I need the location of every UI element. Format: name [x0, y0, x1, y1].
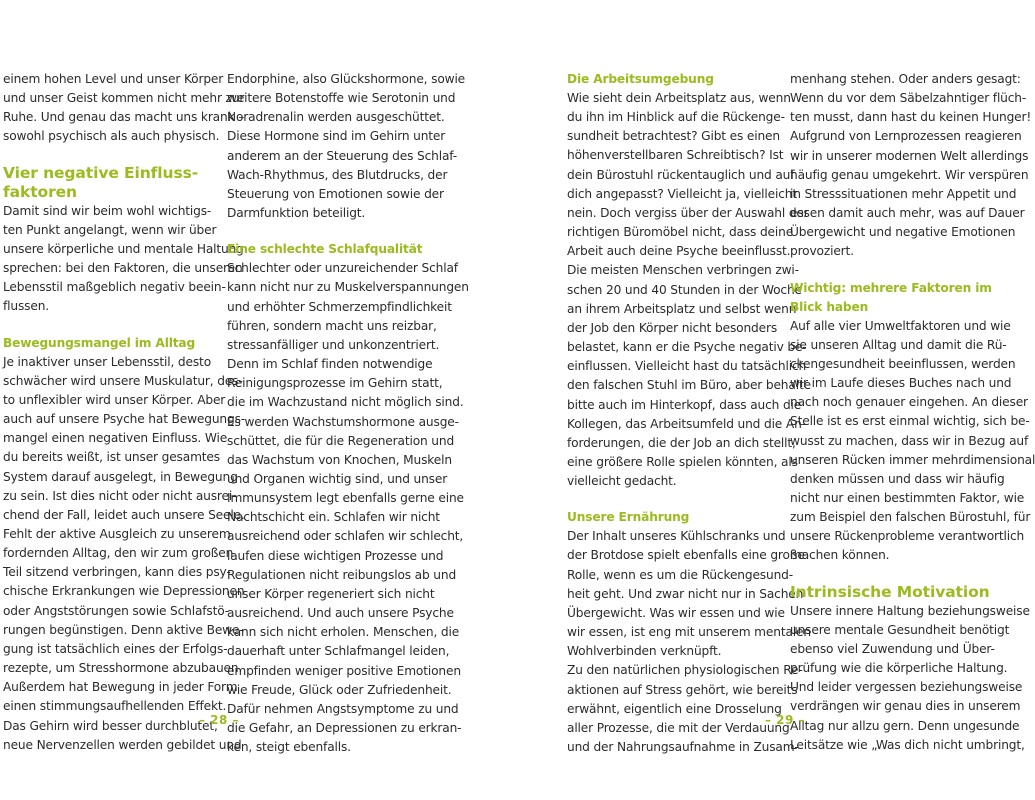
text-line: to unflexibler wird unser Körper. Aber [3, 392, 226, 407]
text-line: Nachtschicht ein. Schlafen wir nicht [227, 510, 440, 525]
text-line: nicht nur einen bestimmten Faktor, wie [790, 490, 1025, 505]
text-line: wir in unserer modernen Welt allerdings [790, 148, 1029, 163]
text-line: stressanfälliger und unkonzentriert. [227, 337, 440, 352]
text-line: Auf alle vier Umweltfaktoren und wie [790, 318, 1011, 333]
text-line: schüttet, die für die Regeneration und [227, 433, 455, 448]
text-line: Darmfunktion beteiligt. [227, 206, 366, 221]
text-line: empfinden weniger positive Emotionen [227, 663, 461, 678]
text-line: ausreichend. Und auch unsere Psyche [227, 606, 454, 621]
text-line: vielleicht gedacht. [567, 474, 677, 489]
text-line: Wie sieht dein Arbeitsplatz aus, wenn [567, 91, 791, 105]
text-line: ckengesundheit beeinflussen, werden [790, 356, 1016, 371]
paragraph [227, 70, 466, 223]
text-line: Damit sind wir beim wohl wichtigs- [3, 203, 212, 218]
text-line: Endorphine, also Glückshormone, sowie [227, 72, 466, 86]
text-line: anderem an der Steuerung des Schlaf- [227, 148, 458, 163]
text-line: essen damit auch mehr, was auf Dauer [790, 206, 1025, 221]
text-line: mangel einen negativen Einfluss. Wie [3, 431, 228, 446]
text-line: Wichtig: mehrere Faktoren im [790, 280, 992, 295]
left-page-column-2 [227, 70, 469, 757]
text-line: unser Körper regeneriert sich nicht [227, 586, 435, 601]
text-line: Unsere innere Haltung beziehungsweise [790, 603, 1030, 618]
text-line: in Stresssituationen mehr Appetit und [790, 186, 1017, 201]
text-line: neue Nervenzellen werden gebildet und [3, 737, 242, 752]
text-line: Wach-Rhythmus, des Blutdrucks, der [227, 167, 448, 182]
text-line: Schlechter oder unzureichender Schlaf [227, 261, 458, 276]
text-line: Zu den natürlichen physiologischen Re- [567, 663, 803, 678]
text-line: Teil sitzend verbringen, kann dies psy- [3, 565, 231, 580]
text-line: unsere körperliche und mentale Haltung [3, 241, 244, 256]
text-line: häufig genau umgekehrt. Wir verspüren [790, 167, 1029, 182]
text-line: zu sein. Ist dies nicht oder nicht ausrei- [3, 488, 237, 503]
text-line: Reinigungsprozesse im Gehirn statt, [227, 376, 443, 391]
text-line: Außerdem hat Bewegung in jeder Form [3, 680, 238, 695]
text-line: Der Inhalt unseres Kühlschranks und [567, 529, 786, 544]
subsection-heading: Die Arbeitsumgebung [567, 72, 714, 86]
paragraph [3, 202, 244, 317]
text-line: Das Gehirn wird besser durchblutet, [3, 718, 218, 733]
paragraph [790, 70, 1032, 262]
text-line: belastet, kann er die Psyche negativ be- [567, 340, 807, 355]
text-line: und erhöhter Schmerzempfindlichkeit [227, 299, 452, 314]
text-line: zum Beispiel den falschen Bürostuhl, für [790, 510, 1031, 525]
paragraph [790, 602, 1030, 755]
text-line: sprechen: bei den Faktoren, die unseren [3, 261, 243, 276]
subsection-heading: Unsere Ernährung [567, 510, 690, 525]
text-line: Diese Hormone sind im Gehirn unter [227, 129, 446, 144]
text-line: Fehlt der aktive Ausgleich zu unserem [3, 526, 231, 541]
text-line: rezepte, um Stresshormone abzubauen. [3, 661, 243, 676]
text-line: prüfung wie die körperliche Haltung. [790, 661, 1008, 676]
text-line: und Organen wichtig sind, und unser [227, 471, 448, 486]
paragraph [3, 70, 245, 147]
text-line: erwähnt, eigentlich eine Drosselung [567, 701, 782, 716]
paragraph [227, 259, 469, 757]
text-line: sowohl psychisch als auch physisch. [3, 129, 220, 144]
text-line: wir essen, ist eng mit unserem mentalen [567, 625, 811, 640]
page-number-right: – 29 – [765, 713, 806, 727]
text-line: machen können. [790, 548, 890, 563]
text-line: die im Wachzustand nicht möglich sind. [227, 395, 464, 410]
text-line: Die meisten Menschen verbringen zwi- [567, 263, 799, 278]
paragraph [567, 89, 811, 491]
text-line: Und leider vergessen beziehungsweise [790, 680, 1023, 695]
text-line: schwächer wird unsere Muskulatur, des- [3, 373, 243, 388]
text-line: Es werden Wachstumshormone ausge- [227, 414, 459, 429]
text-line: Regulationen nicht reibungslos ab und [227, 567, 457, 582]
text-line: Steuerung von Emotionen sowie der [227, 186, 444, 201]
text-line: und unser Geist kommen nicht mehr zur [3, 91, 245, 106]
text-line: gung ist tatsächlich eines der Erfolgs- [3, 641, 228, 656]
text-line: du ihn im Hinblick auf die Rückenge- [567, 110, 785, 125]
text-line: oder Angststörungen sowie Schlafstö- [3, 603, 230, 618]
text-line: das Wachstum von Knochen, Muskeln [227, 452, 452, 467]
text-line: Immunsystem legt ebenfalls gerne eine [227, 491, 464, 506]
text-line: und der Nahrungsaufnahme in Zusam- [567, 740, 799, 754]
text-line: dauerhaft unter Schlafmangel leiden, [227, 644, 450, 659]
text-line: Wohlverbinden verknüpft. [567, 644, 722, 659]
subsection-heading [790, 279, 1000, 317]
text-line: kann sich nicht erholen. Menschen, die [227, 625, 460, 640]
text-line: Übergewicht. Was wir essen und wie [567, 605, 785, 620]
page-number-left: – 28 – [199, 713, 240, 727]
text-line: Lebensstil maßgeblich negativ beein- [3, 280, 226, 295]
text-line: einen stimmungsaufhellenden Effekt. [3, 699, 227, 714]
text-line: nein. Doch vergiss über der Auswahl der [567, 205, 809, 220]
text-line: du bereits weißt, ist unser gesamtes [3, 450, 220, 465]
text-line: forderungen, die der Job an dich stellt, [567, 435, 796, 450]
text-line: kann nicht nur zu Muskelverspannungen [227, 280, 469, 295]
text-line: Ruhe. Und genau das macht uns krank – [3, 110, 245, 125]
text-line: nach noch genauer eingehen. An dieser [790, 395, 1028, 410]
text-line: Übergewicht und negative Emotionen [790, 225, 1016, 240]
text-line: höhenverstellbaren Schreibtisch? Ist [567, 148, 784, 163]
text-line: den falschen Stuhl im Büro, aber behalte [567, 378, 811, 393]
text-line: unsere mentale Gesundheit benötigt [790, 622, 1010, 637]
text-line: sundheit betrachtest? Gibt es einen [567, 129, 780, 144]
text-line: provoziert. [790, 244, 854, 259]
text-line: fordernden Alltag, den wir zum großen [3, 546, 234, 561]
text-line: flussen. [3, 299, 49, 314]
text-line: ten Punkt angelangt, wenn wir über [3, 222, 217, 237]
text-line: wusst zu machen, dass wir in Bezug auf [790, 433, 1029, 448]
paragraph [790, 317, 1035, 566]
text-line: verdrängen wir genau dies in unserem [790, 699, 1021, 714]
text-line: Wenn du vor dem Säbelzahntiger flüch- [790, 91, 1027, 106]
text-line: die Gefahr, an Depressionen zu erkran- [227, 721, 462, 735]
text-line: chische Erkrankungen wie Depressionen [3, 584, 245, 599]
text-line: dich angepasst? Vielleicht ja, vielleicht [567, 186, 797, 201]
text-line: Arbeit auch deine Psyche beeinflusst. [567, 244, 791, 259]
text-line: dein Bürostuhl rückentauglich und auf [567, 167, 795, 182]
section-heading: Intrinsische Motivation [790, 582, 990, 601]
text-line: Denn im Schlaf finden notwendige [227, 357, 433, 372]
text-line: System darauf ausgelegt, in Bewegung [3, 469, 238, 484]
text-line: rungen begünstigen. Denn aktive Bewe- [3, 622, 244, 637]
subsection-heading: Eine schlechte Schlafqualität [227, 242, 423, 257]
text-line: aller Prozesse, die mit der Verdauung [567, 720, 790, 735]
text-line: denken müssen und dass wir häufig [790, 471, 1005, 486]
text-line: Alltag nur allzu gern. Denn ungesunde [790, 718, 1020, 733]
text-line: chend der Fall, leidet auch unsere Seele. [3, 507, 245, 522]
text-line: heit geht. Und zwar nicht nur in Sachen [567, 586, 804, 601]
text-line: einflussen. Vielleicht hast du tatsächlich [567, 359, 807, 374]
text-line: unseren Rücken immer mehrdimensional [790, 452, 1035, 467]
text-line: ausreichend oder schlafen wir schlecht, [227, 529, 464, 544]
text-line: ten musst, dann hast du keinen Hunger! [790, 110, 1032, 125]
text-line: der Brotdose spielt ebenfalls eine große [567, 548, 805, 563]
text-line: Je inaktiver unser Lebensstil, desto [3, 354, 211, 369]
text-line: Blick haben [790, 299, 869, 314]
text-line: wie Freude, Glück oder Zufriedenheit. [227, 682, 452, 697]
text-line: führen, sondern macht uns reizbar, [227, 318, 437, 333]
text-line: Noradrenalin werden ausgeschüttet. [227, 110, 445, 125]
text-line: einem hohen Level und unser Körper [3, 72, 224, 86]
text-line: bitte auch im Hinterkopf, dass auch die [567, 397, 802, 412]
text-line: Leitsätze wie „Was dich nicht umbringt, [790, 737, 1025, 752]
subsection-heading: Bewegungsmangel im Alltag [3, 335, 196, 350]
text-line: der Job den Körper nicht besonders [567, 320, 778, 335]
text-line: wir im Laufe dieses Buches nach und [790, 376, 1012, 391]
text-line: unsere Rückenprobleme verantwortlich [790, 529, 1025, 544]
text-line: Stelle ist es erst einmal wichtig, sich be- [790, 414, 1030, 429]
text-line: Dafür nehmen Angstsymptome zu und [227, 701, 459, 716]
text-line: auch auf unsere Psyche hat Bewegungs- [3, 412, 246, 427]
text-line: aktionen auf Stress gehört, wie bereits [567, 682, 798, 697]
text-line: richtigen Büromöbel nicht, dass deine [567, 225, 794, 240]
text-line: faktoren [3, 182, 77, 201]
text-line: Vier negative Einfluss- [3, 163, 199, 182]
text-line: Rolle, wenn es um die Rückengesund- [567, 567, 793, 582]
text-line: laufen diese wichtigen Prozesse und [227, 548, 444, 563]
right-page-column-2 [790, 70, 1035, 755]
text-line: an ihrem Arbeitsplatz und selbst wenn [567, 301, 797, 316]
text-line: ebenso viel Zuwendung und Über- [790, 641, 995, 656]
section-heading [3, 164, 213, 202]
text-line: Kollegen, das Arbeitsumfeld und die An- [567, 416, 806, 431]
text-line: ken, steigt ebenfalls. [227, 740, 351, 755]
text-line: Aufgrund von Lernprozessen reagieren [790, 129, 1022, 144]
text-line: weitere Botenstoffe wie Serotonin und [227, 91, 456, 106]
text-line: sie unseren Alltag und damit die Rü- [790, 337, 1007, 352]
text-line: schen 20 und 40 Stunden in der Woche [567, 282, 802, 297]
text-line: eine größere Rolle spielen könnten, als [567, 454, 798, 469]
text-line: menhang stehen. Oder anders gesagt: [790, 72, 1021, 86]
